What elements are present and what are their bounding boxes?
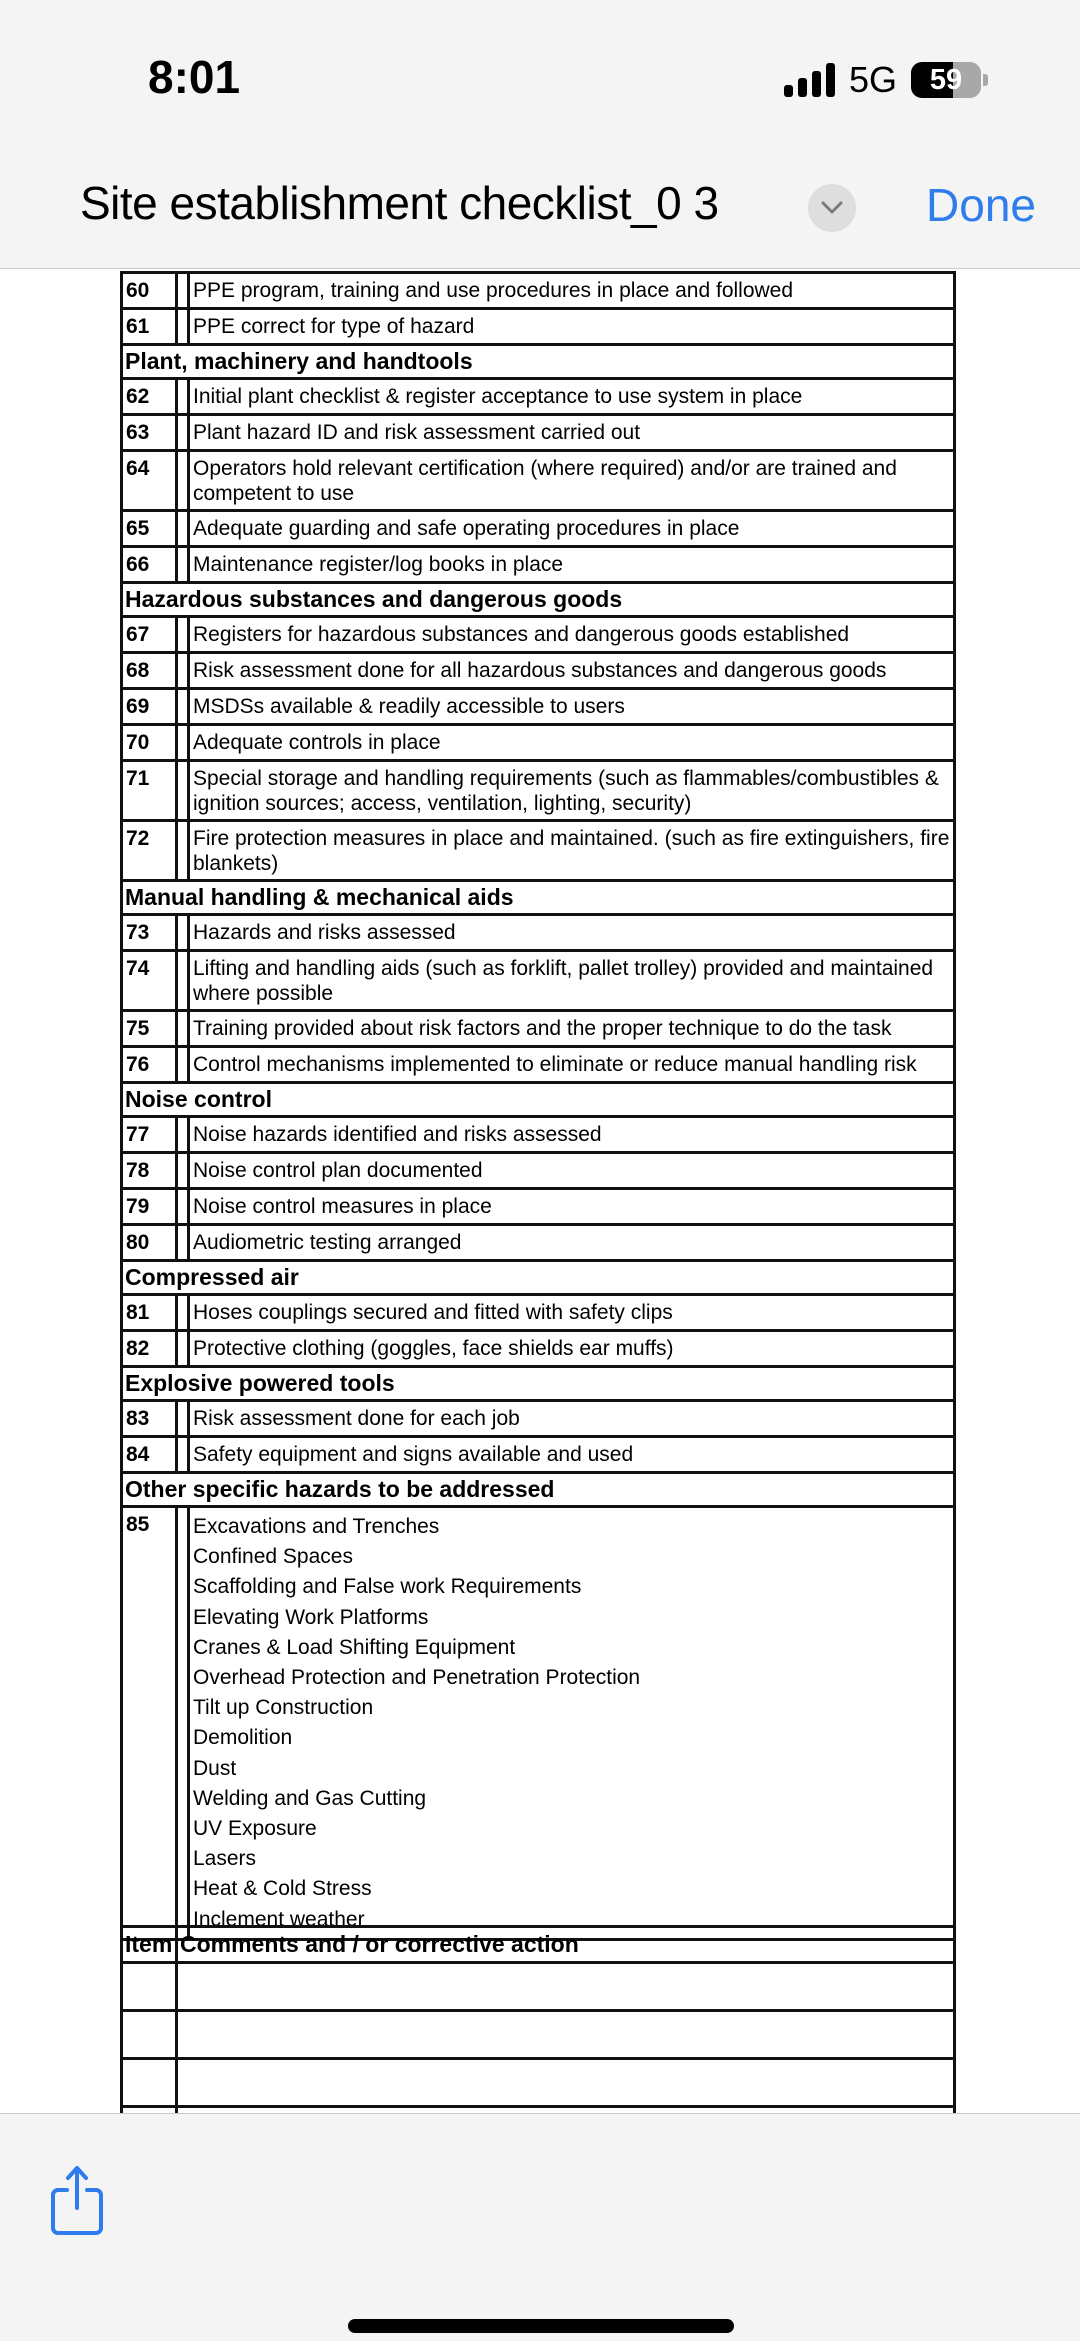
checklist-item-row xyxy=(122,1507,955,1940)
checklist-item-row xyxy=(122,451,955,511)
checklist-item-row xyxy=(122,653,955,689)
checklist-item-row xyxy=(122,1011,955,1047)
hazard-list-item: Confined Spaces xyxy=(193,1545,353,1569)
item-check-cell[interactable] xyxy=(177,1117,189,1153)
item-number: 60 xyxy=(122,273,177,309)
checklist-item-row xyxy=(122,273,955,309)
hazard-list-item: Inclement weather xyxy=(193,1907,365,1931)
comment-item-cell[interactable] xyxy=(122,2011,177,2059)
checklist-item-row xyxy=(122,379,955,415)
checklist-item-row xyxy=(122,1295,955,1331)
comment-row[interactable] xyxy=(122,2059,955,2107)
checklist-item-row xyxy=(122,725,955,761)
checklist-item-row xyxy=(122,821,955,881)
section-header-row xyxy=(122,583,955,617)
item-description: Risk assessment done for each job xyxy=(189,1401,955,1437)
section-header-row xyxy=(122,881,955,915)
comment-row[interactable] xyxy=(122,1963,955,2011)
item-check-cell[interactable] xyxy=(177,451,189,511)
item-check-cell[interactable] xyxy=(177,1047,189,1083)
item-number: 67 xyxy=(122,617,177,653)
item-check-cell[interactable] xyxy=(177,689,189,725)
item-description: Control mechanisms implemented to eliminate or reduce manual handling risk xyxy=(189,1047,955,1083)
section-title: Hazardous substances and dangerous goods xyxy=(122,583,955,617)
item-description: MSDSs available & readily accessible to users xyxy=(189,689,955,725)
hazard-list-item: Demolition xyxy=(193,1726,293,1750)
item-number: 81 xyxy=(122,1295,177,1331)
section-title: Manual handling & mechanical aids xyxy=(122,881,955,915)
hazard-list-item: UV Exposure xyxy=(193,1817,317,1841)
item-check-cell[interactable] xyxy=(177,273,189,309)
item-description: Adequate guarding and safe operating procedures in place xyxy=(189,511,955,547)
hazard-list-item: Excavations and Trenches xyxy=(193,1515,440,1538)
item-number: 85 xyxy=(122,1507,177,1940)
item-number: 77 xyxy=(122,1117,177,1153)
home-indicator[interactable] xyxy=(348,2319,734,2333)
item-check-cell[interactable] xyxy=(177,915,189,951)
item-description: Special storage and handling requirements (such as flammables/combustibles & ignition sources; access, ventilation, lighting, security) xyxy=(189,761,955,821)
section-header-row xyxy=(122,1367,955,1401)
comment-row[interactable] xyxy=(122,2011,955,2059)
item-number: 64 xyxy=(122,451,177,511)
item-check-cell[interactable] xyxy=(177,547,189,583)
comment-text-cell[interactable] xyxy=(177,2011,955,2059)
item-description: Fire protection measures in place and maintained. (such as fire extinguishers, fire blankets) xyxy=(189,821,955,881)
item-number: 76 xyxy=(122,1047,177,1083)
share-button[interactable] xyxy=(48,2162,106,2238)
status-time: 8:01 xyxy=(148,51,241,103)
item-number: 68 xyxy=(122,653,177,689)
hazard-list-item: Heat & Cold Stress xyxy=(193,1877,372,1901)
item-number: 72 xyxy=(122,821,177,881)
comments-table xyxy=(120,1925,956,2113)
checklist-item-row xyxy=(122,951,955,1011)
item-check-cell[interactable] xyxy=(177,1011,189,1047)
item-check-cell[interactable] xyxy=(177,379,189,415)
checklist-item-row xyxy=(122,1117,955,1153)
comment-item-cell[interactable] xyxy=(122,1963,177,2011)
comment-text-cell[interactable] xyxy=(177,2059,955,2107)
item-check-cell[interactable] xyxy=(177,951,189,1011)
item-check-cell[interactable] xyxy=(177,761,189,821)
bottom-toolbar xyxy=(0,2113,1080,2341)
status-indicators xyxy=(784,58,988,102)
item-description: Hazards and risks assessed xyxy=(189,915,955,951)
share-icon xyxy=(48,2162,106,2238)
battery-icon xyxy=(911,62,981,98)
section-title: Other specific hazards to be addressed xyxy=(122,1473,955,1507)
checklist-item-row xyxy=(122,1189,955,1225)
item-description: Safety equipment and signs available and used xyxy=(189,1437,955,1473)
checklist-item-row xyxy=(122,547,955,583)
item-check-cell[interactable] xyxy=(177,1189,189,1225)
item-description: PPE correct for type of hazard xyxy=(189,309,955,345)
section-title: Explosive powered tools xyxy=(122,1367,955,1401)
checklist-table xyxy=(120,271,956,1941)
item-check-cell[interactable] xyxy=(177,1153,189,1189)
section-header-row xyxy=(122,1261,955,1295)
checklist-item-row xyxy=(122,1047,955,1083)
checklist-item-row xyxy=(122,1437,955,1473)
checklist-item-row xyxy=(122,761,955,821)
item-check-cell[interactable] xyxy=(177,1437,189,1473)
checklist-item-row xyxy=(122,915,955,951)
section-title: Compressed air xyxy=(122,1261,955,1295)
item-number: 66 xyxy=(122,547,177,583)
section-title: Plant, machinery and handtools xyxy=(122,345,955,379)
cellular-signal-icon xyxy=(784,63,835,97)
item-number: 78 xyxy=(122,1153,177,1189)
item-check-cell[interactable] xyxy=(177,725,189,761)
item-description: Lifting and handling aids (such as forklift, pallet trolley) provided and maintained where possible xyxy=(189,951,955,1011)
item-check-cell[interactable] xyxy=(177,1401,189,1437)
item-description: Adequate controls in place xyxy=(189,725,955,761)
item-check-cell[interactable] xyxy=(177,1331,189,1367)
hazard-list-item: Dust xyxy=(193,1756,237,1780)
comment-text-cell[interactable] xyxy=(177,1963,955,2011)
checklist-item-row xyxy=(122,1401,955,1437)
item-number: 84 xyxy=(122,1437,177,1473)
item-description: Registers for hazardous substances and dangerous goods established xyxy=(189,617,955,653)
item-check-cell[interactable] xyxy=(177,821,189,881)
document-title[interactable]: Site establishment checklist_0 3 xyxy=(80,177,719,229)
item-number: 73 xyxy=(122,915,177,951)
item-description: Audiometric testing arranged xyxy=(189,1225,955,1261)
document-viewer[interactable] xyxy=(0,269,1080,2113)
hazard-list-item: Tilt up Construction xyxy=(193,1696,374,1720)
section-header-row xyxy=(122,345,955,379)
item-number: 65 xyxy=(122,511,177,547)
checklist-item-row xyxy=(122,511,955,547)
item-check-cell[interactable] xyxy=(177,415,189,451)
checklist-item-row xyxy=(122,1331,955,1367)
hazard-list-item: Cranes & Load Shifting Equipment xyxy=(193,1635,516,1659)
item-check-cell[interactable] xyxy=(177,1507,189,1940)
item-number: 61 xyxy=(122,309,177,345)
hazard-list-item: Lasers xyxy=(193,1847,257,1871)
comments-header-row xyxy=(122,1927,955,1963)
checklist-item-row xyxy=(122,1153,955,1189)
item-description: Operators hold relevant certification (where required) and/or are trained and competent to use xyxy=(189,451,955,511)
battery-percent: 59 xyxy=(929,64,963,96)
checklist-item-row xyxy=(122,1225,955,1261)
item-number: 62 xyxy=(122,379,177,415)
item-number: 75 xyxy=(122,1011,177,1047)
item-number: 69 xyxy=(122,689,177,725)
item-description: Protective clothing (goggles, face shields ear muffs) xyxy=(189,1331,955,1367)
title-menu-button[interactable] xyxy=(808,184,856,232)
hazard-list-item: Scaffolding and False work Requirements xyxy=(193,1575,582,1599)
network-type: 5G xyxy=(848,59,897,100)
item-description: Maintenance register/log books in place xyxy=(189,547,955,583)
checklist-item-row xyxy=(122,309,955,345)
item-description: Risk assessment done for all hazardous substances and dangerous goods xyxy=(189,653,955,689)
section-title: Noise control xyxy=(122,1083,955,1117)
item-description: Plant hazard ID and risk assessment carried out xyxy=(189,415,955,451)
item-number: 83 xyxy=(122,1401,177,1437)
item-check-cell[interactable] xyxy=(177,653,189,689)
chevron-down-icon xyxy=(821,201,843,215)
item-description: PPE program, training and use procedures in place and followed xyxy=(189,273,955,309)
item-check-cell[interactable] xyxy=(177,1295,189,1331)
comment-item-cell[interactable] xyxy=(122,2059,177,2107)
checklist-item-row xyxy=(122,415,955,451)
item-number: 80 xyxy=(122,1225,177,1261)
item-check-cell[interactable] xyxy=(177,309,189,345)
top-navigation-bar xyxy=(0,0,1080,269)
other-hazards-list xyxy=(189,1507,955,1940)
battery-tip xyxy=(983,74,988,86)
item-check-cell[interactable] xyxy=(177,1225,189,1261)
comments-header-item: Item xyxy=(122,1927,177,1963)
item-description: Initial plant checklist & register acceptance to use system in place xyxy=(189,379,955,415)
hazard-list-item: Welding and Gas Cutting xyxy=(193,1786,427,1810)
item-number: 74 xyxy=(122,951,177,1011)
item-description: Hoses couplings secured and fitted with safety clips xyxy=(189,1295,955,1331)
done-button[interactable]: Done xyxy=(926,179,1036,231)
item-number: 71 xyxy=(122,761,177,821)
section-header-row xyxy=(122,1083,955,1117)
item-check-cell[interactable] xyxy=(177,617,189,653)
item-description: Noise hazards identified and risks assessed xyxy=(189,1117,955,1153)
hazard-list-item: Overhead Protection and Penetration Protection xyxy=(193,1666,641,1690)
item-description: Training provided about risk factors and the proper technique to do the task xyxy=(189,1011,955,1047)
checklist-item-row xyxy=(122,617,955,653)
comments-header-text: Comments and / or corrective action xyxy=(177,1927,955,1963)
item-check-cell[interactable] xyxy=(177,511,189,547)
item-number: 79 xyxy=(122,1189,177,1225)
item-number: 82 xyxy=(122,1331,177,1367)
checklist-item-row xyxy=(122,689,955,725)
item-description: Noise control measures in place xyxy=(189,1189,955,1225)
section-header-row xyxy=(122,1473,955,1507)
hazard-list-item: Elevating Work Platforms xyxy=(193,1605,429,1629)
item-number: 63 xyxy=(122,415,177,451)
item-number: 70 xyxy=(122,725,177,761)
item-description: Noise control plan documented xyxy=(189,1153,955,1189)
